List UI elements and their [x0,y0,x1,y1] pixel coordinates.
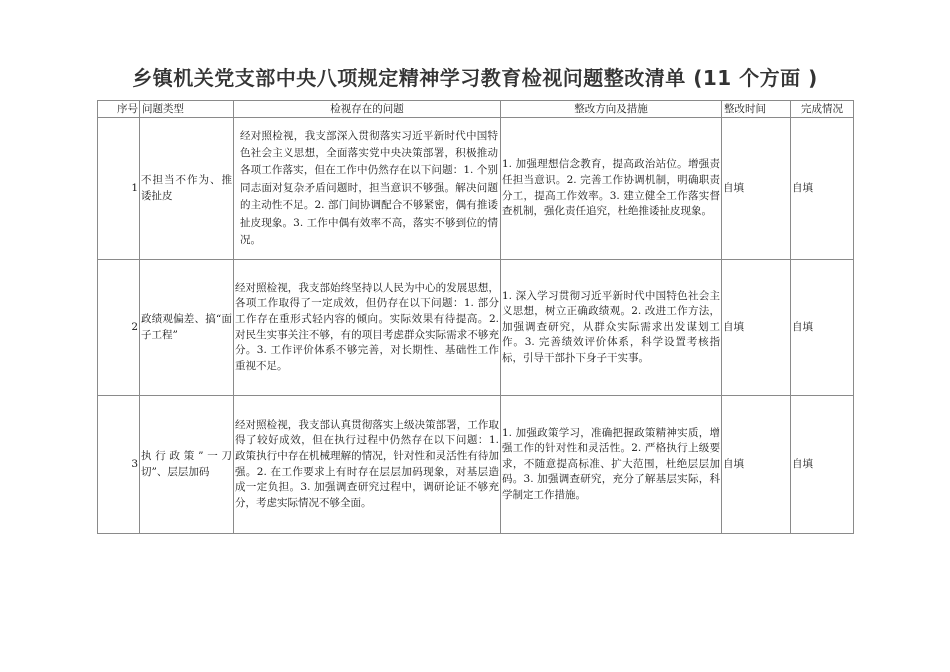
row-time: 自填 [722,260,791,396]
table-header-row [98,101,854,118]
row-problem-text: 经对照检视，我支部始终坚持以人民为中心的发展思想，各项工作取得了一定成效，但仍存在以下问题：1. 部分工作存在重形式轻内容的倾向。实际效果有待提高。2. 对民生实事关注不够，有的项目考虑群众实际需求不够充分。3. 工作评价体系不够完善，对长期性、基础性工作重视不足。 [234,260,501,396]
document-title: 乡镇机关党支部中央八项规定精神学习教育检视问题整改清单 (11 个方面 ) [132,66,818,90]
row-status: 自填 [791,260,854,396]
table-row [98,118,854,260]
header-problem: 检视存在的问题 [234,101,501,118]
row-seq: 2 [98,260,140,396]
row-problem-type: 不担当不作为、推诿扯皮 [140,118,234,260]
row-seq: 3 [98,396,140,534]
row-problem-type: 政绩观偏差、搞“面子工程” [140,260,234,396]
row-measure-text: 1. 加强政策学习，准确把握政策精神实质，增强工作的针对性和灵活性。2. 严格执行上级要求，不随意提高标准、扩大范围，杜绝层层加码。3. 加强调查研究，充分了解基层实际，科学制定工作措施。 [501,396,722,534]
header-status: 完成情况 [791,101,854,118]
header-measure: 整改方向及措施 [501,101,722,118]
row-problem-type: 执行政策”一刀切”、层层加码 [140,396,234,534]
header-time: 整改时间 [722,101,791,118]
table-row [98,260,854,396]
header-seq: 序号 [98,101,140,118]
row-problem-text: 经对照检视，我支部深入贯彻落实习近平新时代中国特色社会主义思想，全面落实党中央决策部署，积极推动各项工作落实，但在工作中仍然存在以下问题：1. 个别同志面对复杂矛盾问题时，担当意识不够强。解决问题的主动性不足。2. 部门间协调配合不够紧密，偶有推诿扯皮现象。3. 工作中偶有效率不高，落实不够到位的情况。 [234,118,501,260]
row-status: 自填 [791,118,854,260]
row-problem-text: 经对照检视，我支部认真贯彻落实上级决策部署，工作取得了较好成效，但在执行过程中仍然存在以下问题：1. 政策执行中存在机械理解的情况，针对性和灵活性有待加强。2. 在工作要求上有时存在层层加码现象，对基层造成一定负担。3. 加强调查研究过程中，调研论证不够充分，考虑实际情况不够全面。 [234,396,501,534]
table-row [98,396,854,534]
rectification-table [97,100,854,534]
row-seq: 1 [98,118,140,260]
row-time: 自填 [722,118,791,260]
row-measure-text: 1. 深入学习贯彻习近平新时代中国特色社会主义思想，树立正确政绩观。2. 改进工作方法，加强调查研究，从群众实际需求出发谋划工作。3. 完善绩效评价体系，科学设置考核指标，引导干部扑下身子干实事。 [501,260,722,396]
row-status: 自填 [791,396,854,534]
header-type: 问题类型 [140,101,234,118]
row-measure-text: 1. 加强理想信念教育，提高政治站位。增强责任担当意识。2. 完善工作协调机制，明确职责分工，提高工作效率。3. 建立健全工作落实督查机制，强化责任追究，杜绝推诿扯皮现象。 [501,118,722,260]
row-time: 自填 [722,396,791,534]
